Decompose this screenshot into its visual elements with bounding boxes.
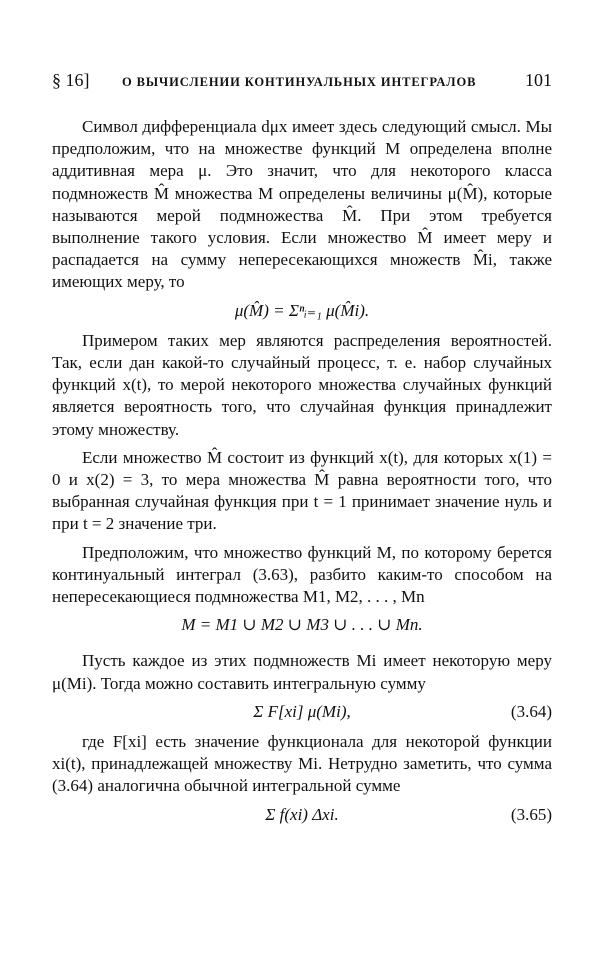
formula-3-64 — [52, 701, 552, 723]
paragraph-3: Если множество M̂ состоит из функций x(t), для которых x(1) = 0 и x(2) = 3, то мера множества M̂ равна вероятности того, что выбранная случайная функция при t = 1 принимает значение нуль и при t = 2 значение три. — [52, 447, 552, 534]
formula-3-65-body: Σ f(xi) Δxi. — [265, 804, 339, 824]
section-number: § 16] — [52, 70, 90, 90]
equation-number-3-64: (3.64) — [510, 701, 552, 721]
formula-3-64-body: Σ F[xi] μ(Mi), — [253, 701, 351, 721]
formula-3-65 — [52, 804, 552, 826]
page-number: 101 — [525, 70, 552, 90]
paragraph-5: Пусть каждое из этих подмножеств Mi имеет некоторую меру μ(Mi). Тогда можно составить интегральную сумму — [52, 651, 552, 693]
paragraph-1: Символ дифференциала dμx имеет здесь следующий смысл. Мы предположим, что на множестве функций M определена вполне аддитивная мера μ. Это значит, что для некоторого класса подмножеств M̂ множества M определены величины μ(M̂), которые называются мерой подмножества M̂. При этом требуется выполнение такого условия. Если множество M̂ имеет меру и распадается на сумму непересекающихся множеств M̂i, также имеющих меру, то — [52, 117, 552, 292]
formula-measure-additivity: μ(M̂) = Σⁿᵢ₌₁ μ(M̂i). — [234, 300, 370, 320]
running-header — [52, 70, 552, 91]
equation-number-3-65: (3.65) — [510, 804, 552, 824]
running-title: О ВЫЧИСЛЕНИИ КОНТИНУАЛЬНЫХ ИНТЕГРАЛОВ — [122, 75, 477, 89]
page-body — [52, 116, 552, 834]
paragraph-6: где F[xi] есть значение функционала для некоторой функции xi(t), принадлежащей множеству Mi. Нетрудно заметить, что сумма (3.64) аналогична обычной интегральной сумме — [52, 732, 552, 796]
formula-set-union: M = M1 ∪ M2 ∪ M3 ∪ . . . ∪ Mn. — [181, 615, 423, 635]
paragraph-4: Предположим, что множество функций M, по которому берется континуальный интеграл (3.63), разбито каким-то способом на непересекающиеся подмножества M1, M2, . . . , Mn — [52, 542, 552, 607]
paragraph-2: Примером таких мер являются распределения вероятностей. Так, если дан какой-то случайный процесс, т. е. набор случайных функций x(t), то мерой некоторого множества случайных функций является вероятность того, что случайная функция принадлежит этому множеству. — [52, 330, 552, 439]
